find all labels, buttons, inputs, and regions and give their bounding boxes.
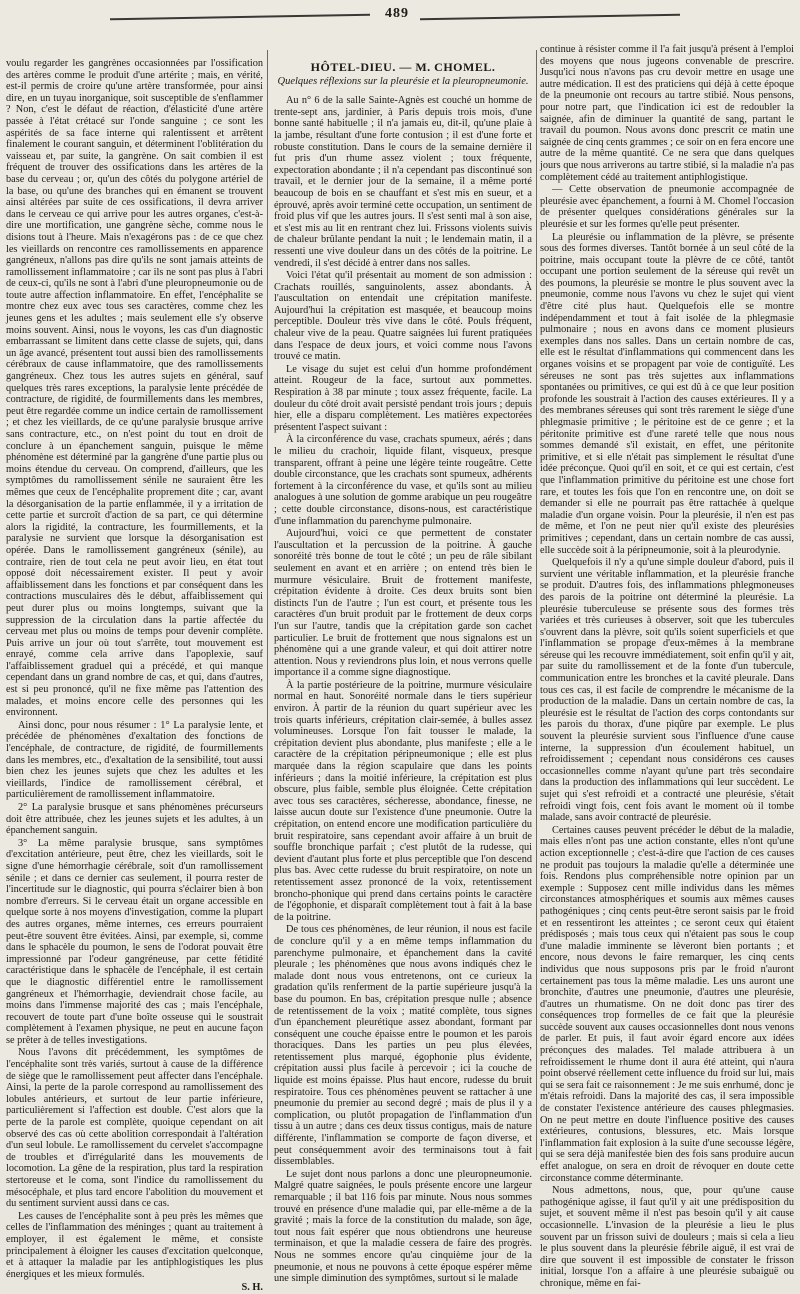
column-divider-2 (536, 50, 537, 1160)
paragraph: 3° La même paralysie brusque, sans symptômes d'excitation antérieure, peut être, chez les vieillards, soit le signe d'une hémorrhagie cérébrale, soit d'un ramollissement sénile ; et dans ce dernier cas seulement, il pourra rester de l'incertitude sur le diagnostic, qui pourra s'éclairer bien à bon nombre d'erreurs. Si le cerveau était un organe accessible en quelque sorte à nos moyens d'investigation, comme la plupart des autres organes, même internes, ces erreurs pourraient peut-être souvent être évitées. Ainsi, par exemple, si, comme dans le sphacèle du poumon, le sens de l'odorat pouvait être impressionné par l'odeur gangréneuse, par cette fétidité caractéristique dans le sphacèle de l'encéphale, il est certain que le diagnostic différentiel entre le ramollissement gangréneux et l'hémorrhagie, deviendrait chose facile, au moins dans l'immense majorité des cas ; mais l'encéphale, recouvert de toute part d'une boîte osseuse qui le soustrait complètement à l'examen physique, ne peut en aucune façon se prêter à de telles investigations. (6, 837, 263, 1046)
paragraph: 2° La paralysie brusque et sans phénomènes précurseurs doit être attribuée, chez les jeunes sujets et les adultes, à un épanchement sanguin. (6, 802, 263, 837)
column-2 (274, 60, 532, 1285)
paragraph: — Cette observation de pneumonie accompagnée de pleurésie avec épanchement, a fourni à M. Chomel l'occasion de présenter quelques considérations générales sur la pleurésie et sur les formes qu'elle peut présenter. (540, 184, 794, 230)
paragraph: Au n° 6 de la salle Sainte-Agnès est couché un homme de trente-sept ans, jardinier, à Paris depuis trois mois, d'une bonne santé habituelle ; il n'a jamais eu, dit-il, qu'une plaie à la jambe, résultant d'une forte contusion ; il est d'une forte et robuste constitution. Dans le cours de la semaine dernière il fut pris d'un rhume assez violent ; toux fréquente, expectoration abondante ; il n'a cependant pas discontinué son travail, et le dernier jour de la semaine, il a même porté beaucoup de bois en se chauffant et s'est mis en sueur, et a éprouvé, après avoir terminé cette occupation, un sentiment de froid plus vif que les autres jours. Il s'est senti mal à son aise, et s'est mis au lit en rentrant chez lui. Frissons violents suivis de chaleur brûlante pendant la nuit ; le lendemain matin, il a ressenti une vive douleur dans un des côtés de la poitrine. Le vendredi, il s'est décidé à entrer dans nos salles. (274, 95, 532, 269)
paragraph: De tous ces phénomènes, de leur réunion, il nous est facile de conclure qu'il y a en même temps inflammation du parenchyme pulmonaire, et épanchement dans la cavité pleurale ; les phénomènes que nous avons indiqués chez le malade dont nous vous entretenons, ont ce curieux la gradation qu'ils renferment de la partie supérieure jusqu'à la base du poumon. En bas, crépitation presque nulle ; absence de retentissement de la voix ; matité complète, tous signes d'un épanchement pleurétique assez abondant, formant par conséquent une couche épaisse entre le poumon et les parois thoraciques. Dans les parties un peu plus élevées, retentissement plus marqué, égophonie plus évidente, crépitation aussi plus facile à percevoir ; ici la couche de liquide est moins épaisse. Plus haut encore, rudesse du bruit respiratoire. Tous ces phénomènes peuvent se rattacher à une pneumonie du premier au second degré ; mais de plus il y a complication, ou plutôt propagation de l'inflammation d'un tissu à un autre ; dans ces deux tissus contigus, mais de nature différente, l'inflammation se comporte de façon diverse, et peut conséquemment avoir des terminaisons tout à fait dissemblables. (274, 924, 532, 1168)
column-1 (6, 58, 263, 1294)
paragraph: À la partie postérieure de la poitrine, murmure vésiculaire normal en haut. Sonoréité normale dans le tiers supérieur environ. À partir de la réunion du quart supérieur avec les trois quarts inférieurs, crépitation clair-semée, à bulles assez volumineuses. Lorsque l'on fait tousser le malade, la crépitation devient plus abondante, plus manifeste ; elle a le caractère de la crépitation péripneumonique ; elle est plus marquée dans la région scapulaire que dans les points inférieurs ; dans la moitié inférieure, la crépitation est plus obscure, plus faible, semble plus éloignée. Cette crépitation avec tous ses caractères, sécheresse, abondance, finesse, ne laisse aucun doute sur l'existence d'une pneumonie. Outre la crépitation, on entend encore une modification particulière du bruit respiratoire, sans cependant avoir affaire à un bruit de souffle bronchique parfait ; c'est plutôt de la rudesse, qui devient d'autant plus forte et plus perceptible que l'on descend plus bas. Avec cette rudesse du bruit respiratoire, on note un retentissement assez prononcé de la voix, retentissement broncho-phonique qui prend dans certains points le caractère de l'égophonie, et disparaît complètement tout à fait à la base de la poitrine. (274, 679, 532, 923)
column-3 (540, 44, 794, 1289)
paragraph: Nous admettons, nous, que, pour qu'une cause pathogénique agisse, il faut qu'il y ait une prédisposition du sujet, et souvent même il n'est pas besoin qu'il y ait cause occasionnelle. L'invasion de la pleurésie a lieu le plus souvent par un frisson suivi de douleurs ; mais si cela a lieu le plus souvent dans la pleurésie fébrile aiguë, il est vrai de dire que souvent il est impossible de constater le frisson initial, lorsque l'on a affaire à une pleurésie subaiguë ou chronique, même en fai- (540, 1185, 794, 1289)
paragraph: À la circonférence du vase, crachats spumeux, aérés ; dans le milieu du crachoir, liquide filant, visqueux, presque transparent, offrant à peine une légère teinte rougeâtre. Cette double circonstance, que les crachats sont spumeux, adhérents fortement à la circonférence du vase, et qu'ils sont au milieu analogues à une solution de gomme arabique un peu rougeâtre ; cette double circonstance, disons-nous, est caractéristique d'une inflammation du parenchyme pulmonaire. (274, 434, 532, 527)
paragraph: Ainsi donc, pour nous résumer : 1° La paralysie lente, et précédée de phénomènes d'exaltation des fonctions de l'encéphale, de contracture, de rigidité, de fourmillements dans les membres, etc., d'exaltation de la sensibilité, tout aussi bien chez les jeunes sujets que chez les adultes et les vieillards, l'indice de ramollissement cérébral, et particulièrement de ramollissement inflammatoire. (6, 719, 263, 801)
paragraph: Les causes de l'encéphalite sont à peu près les mêmes que celles de l'inflammation des méninges ; quant au traitement à employer, il est également le même, et consiste principalement à éloigner les causes d'excitation quelconque, et à attaquer la maladie par les antiphlogistiques les plus énergiques et les mieux formulés. (6, 1210, 263, 1280)
header-rule-left (110, 14, 370, 21)
paragraph: Aujourd'hui, voici ce que permettent de constater l'auscultation et la percussion de la poitrine. À gauche sonoréité très bonne de tout le côté ; un peu de râle sibilant seulement en avant et en arrière ; on entend très bien le murmure vésiculaire. Bruit de frottement manifeste, crépitation évidente à droite. Ces deux bruits sont bien distincts l'un de l'autre ; l'un est court, et présente tous les caractères d'un bruit produit par le frottement de deux corps l'un sur l'autre, tandis que la crépitation garde son cachet particulier. Le bruit de frottement que nous signalons est un phénomène qui a une grande valeur, et qui doit attirer notre attention. Nous y reviendrons plus loin, et nous verrons quelle importance il a comme signe diagnostique. (274, 528, 532, 679)
paragraph: La pleurésie ou inflammation de la plèvre, se présente sous des formes diverses. Tantôt bornée à un seul côté de la poitrine, mais occupant toute la plèvre de ce côté, tantôt occupant une portion seulement de la séreuse qui revêt un des poumons, la pleurésie se montre le plus souvent avec la pneumonie, comme nous l'avons vu chez le sujet qui vient d'être cité plus haut. Quelquefois elle se montre indépendamment et tout à fait isolée de la phlegmasie pulmonaire ; nous en avons dans ce moment plusieurs exemples dans nos salles. Dans un certain nombre de cas, elle est le résultat d'inflammations qui commencent dans les organes voisins et se propagent par voie de contiguïté. Les séreuses ne sont pas très sujettes aux inflammations spontanées ou primitives, ce qui est dû à ce que leur position profonde les soustrait à l'action des causes extérieures. Il y a des membranes séreuses qui sont très rarement le siège d'une phlegmasie primitive ; le péritoine est de ce genre ; et la péritonite primitive est d'une rareté telle que nous nous sommes demandé s'il existait, en effet, une péritonite primitive, et si elle n'était pas simplement le résultat d'une idée préconçue. Quoi qu'il en soit, et ce qui est certain, c'est que l'inflammation primitive du péritoine est une chose fort rare, et toutes les fois que l'on en rencontre une, on doit se demander si elle ne pourrait pas être rattachée à quelque maladie d'un organe voisin. Pour la pleurésie, il n'en est pas de même, et l'on ne peut nier qu'il existe des pleurésies primitives ; cependant, dans un certain nombre de cas aussi, elle succède soit à la péripneumonie, soit à la pleurodynie. (540, 231, 794, 556)
column-divider-1 (267, 50, 268, 1160)
paragraph: Certaines causes peuvent précéder le début de la maladie, mais elles n'ont pas une action constante, elles n'ont qu'une action exceptionnelle ; c'est-à-dire que l'action de ces causes ne produit pas toujours la maladie qu'elle a déterminée une fois. Rendons plus compréhensible notre opinion par un exemple : Supposez cent mille individus dans les mêmes circonstances atmosphériques et soumis aux mêmes causes pathogéniques ; cinq cents peut-être seront saisis par le froid et en ressentiront les atteintes ; ce seront ceux qui étaient prédisposés ; mais tous ceux qui n'étaient pas sous le coup d'une maladie imminente se lèveront bien portants ; et encore, nous devons le faire remarquer, les cinq cents individus que nous supposons pris par le froid n'auront certainement pas tous la même maladie. Les uns auront une bronchite, d'autres une pneumonie, d'autres une pleurésie, d'autres un rhumatisme. On ne doit donc pas tirer des conséquences trop formelles de ce fait que la pleurésie succède souvent aux causes occasionnelles dont nous venons de parler. Et puis, il faut avoir égard encore aux idées préconçues des malades. Tel malade attribuera à un refroidissement le rhume dont il aura été atteint, qui n'aura point observé réellement cette influence du froid sur lui, mais qui se sera fait ce raisonnement : Je me suis enrhumé, donc je m'étais refroidi. Dans la majorité des cas, il sera impossible de constater l'existence antérieure des causes phlegmasies. On ne peut mettre en doute l'influence positive des causes extérieures, contusions, blessures, etc. Mais lorsque l'inflammation fait explosion à la suite d'une secousse légère, qui se sera déjà manifestée bien des fois sans produire aucun effet analogue, on sera en droit de révoquer en doute cette circonstance comme déterminante. (540, 824, 794, 1184)
paragraph: Le visage du sujet est celui d'un homme profondément atteint. Rougeur de la face, surtout aux pommettes. Respiration à 38 par minute ; toux assez fréquente, facile. La douleur du côté droit avait persisté pendant trois jours ; depuis hier, elle a disparu complètement. Les matières expectorées présentent l'aspect suivant : (274, 363, 532, 433)
paragraph: voulu regarder les gangrènes occasionnées par l'ossification des artères comme le produit d'une artérite ; mais, en vérité, est-il permis de croire qu'une artère transformée, pour ainsi dire, en un tuyau inorganique, soit susceptible de s'enflammer ? Non, c'est le défaut de réaction, d'élasticité d'une artère passée à l'état crétacé sur l'onde sanguine ; ce sont les aspérités de sa face interne qui ralentissent et arrêtent finalement le courant sanguin, et déterminent l'oblitération du vaisseau et, par suite, la gangrène. On sait combien il est fréquent de trouver des ossifications dans les artères de la base du cerveau ; or, qu'un des côtés du polygone artériel de la base, ou qu'une des branches qui en émanent se trouvent ainsi altérées par suite de ces ossifications, il devra arriver dans le cerveau ce qui arrive pour les autres organes, c'est-à-dire une mortification, une gangrène sèche, comme nous le disions tout à l'heure. Mais n'exagérons pas : de ce que chez les vieillards on rencontre ces ramollissements en apparence gangréneux, n'allons pas dire qu'ils ne sont jamais atteints de ramollissement inflammatoire ; car ils ne sont pas plus à l'abri de ceux-ci, qu'ils ne sont à l'abri d'une pleuropneumonie ou de toute autre affection inflammatoire. En effet, l'encéphalite se montre chez eux avec tous ses caractères, comme chez les jeunes gens et les adultes ; mais seulement elle s'y observe moins souvent. Ainsi, nous le voyons, les cas d'un diagnostic embarrassant se limitent dans cette classe de sujets, qui, dans un âge avancé, présentent tout aussi bien des ramollissements cérébraux de cause inflammatoire, que des ramollissements gangréneux. Chez tous les autres sujets en général, sauf quelques très rares exceptions, la paralysie lente précédée de contracture, de rigidité, de fourmillements dans les membres, peut être regardée comme un indice certain de ramollissement ; et chez les vieillards, de ce qu'une paralysie brusque arrive sans contracture, etc., on n'est point du tout en droit de conclure à un épanchement sanguin, puisque le même phénomène est déterminé par la gangrène d'une partie plus ou moins étendue du cerveau. On comprend, d'ailleurs, que les symptômes du ramollissement sénile ne sauraient être les mêmes que ceux de l'encéphalite proprement dite ; car, avant la désorganisation de la partie enflammée, il y a irritation de cette partie et surcroît d'action de sa part, ce qui détermine alors la rigidité, la contracture, les fourmillements, et la paralysie ne survient que lorsque la désorganisation est opérée. Dans le ramollissement gangréneux (sénile), au contraire, rien de tout cela ne peut avoir lieu, en état tout opposé doit nécessairement exister. Il peut y avoir affaiblissement dans les fonctions et par conséquent dans les contractions musculaires dès le début, affaiblissement qui peut durer plus ou moins longtemps, suivant que la suppression de la circulation dans la partie affectée du cerveau met plus ou moins de temps pour devenir complète. Puis arrive un jour où tout s'arrête, tout mouvement est enrayé, comme cela arrive dans l'apoplexie, sauf l'affaiblissement graduel qui a précédé, et qui manque cependant dans un grand nombre de cas, et qui, dans d'autres, est si peu prononcé, qu'il ne fixe même pas l'attention des malades, et moins encore celle des personnes qui les environnent. (6, 58, 263, 719)
paragraph: Le sujet dont nous parlons a donc une pleuropneumonie. Malgré quatre saignées, le pouls présente encore une largeur remarquable ; il bat 116 fois par minute. Nous nous sommes trouvé en présence d'une maladie qui, par elle-même a de la gravité ; mais la force de la constitution du malade, son âge, tout nous fait espérer que nous obtiendrons une heureuse terminaison, et que la maladie cessera de faire des progrès. Nous ne sommes encore qu'au cinquième jour de la pneumonie, et nous ne pouvons à cette époque espérer même une simple diminution des symptômes, surtout si le malade (274, 1168, 532, 1285)
paragraph: continue à résister comme il l'a fait jusqu'à présent à l'emploi des moyens que nous jugeons convenable de prescrire. Jusqu'ici nous n'avons pas cru devoir mettre en usage une autre médication. Il est des praticiens qui déjà à cette époque de la pneumonie ont recours au tartre stibié. Nous pensons, pour notre part, que l'indication ici est de redoubler la saignée, afin de diminuer la quantité de sang, partant le travail du poumon. Nous avons donc prescrit ce matin une saignée de cinq cents grammes ; ce soir on en fera encore une autre de la même quantité. Ce ne sera que dans quelques jours que nous arriverons au tartre stibié, si la maladie n'a pas complètement cédé au traitement antiphlogistique. (540, 44, 794, 183)
paragraph: Quelquefois il n'y a qu'une simple douleur d'abord, puis il survient une véritable inflammation, et la pleurésie franche se produit. D'autres fois, des inflammations phlegmoneuses des parois de la poitrine ont déterminé la pleurésie. La pleurésie tuberculeuse se présente sous des formes très variées et très curieuses à observer, soit que les tubercules s'ouvrent dans la plèvre, soit qu'ils soient superficiels et que l'inflammation se propage d'eux-mêmes à la membrane séreuse qui les recouvre immédiatement, soit enfin qu'il y ait, par suite du ramollissement et de la fonte d'un tubercule, communication entre les bronches et la cavité pleurale. Dans tous ces cas, il est facile de comprendre le mécanisme de la production de la maladie. Dans un certain nombre de cas, la pleurésie est le résultat de l'action des corps contondants sur les parois du thorax, d'une piqûre par exemple. Le plus souvent la pleurésie survient sous l'influence d'une cause interne, la suppression d'un écoulement habituel, un refroidissement ; cependant nous considérons ces causes occasionnelles comme n'ayant qu'une part très secondaire dans la production des inflammations qui leur succèdent. Le sujet qui s'est refroidi et a contracté une pleurésie, s'était refroidi vingt fois, cent fois avant le moment où il tombe malade, sans avoir contracté de pleurésie. (540, 557, 794, 824)
paragraph: Voici l'état qu'il présentait au moment de son admission : Crachats rouillés, sanguinolents, assez abondants. À l'auscultation on entendait une crépitation manifeste. Aujourd'hui la crépitation est masquée, et beaucoup moins perceptible. Douleur très vive dans le côté. Pouls fréquent, chaleur vive de la peau. Quatre saignées lui furent pratiquées dans l'espace de deux jours, et voici comme nous l'avons trouvé ce matin. (274, 270, 532, 363)
signature: S. H. (241, 1282, 263, 1294)
page-number: 489 (385, 6, 409, 21)
section-subtitle: Quelques réflexions sur la pleurésie et la pleuropneumonie. (277, 75, 529, 87)
section-title: HÔTEL-DIEU. — M. CHOMEL. (310, 60, 496, 74)
header-rule-right (420, 14, 680, 21)
paragraph: Nous l'avons dit précédemment, les symptômes de l'encéphalite sont très variés, surtout à cause de la différence de siège que le ramollissement peut affecter dans l'encéphale. Ainsi, la perte de la parole correspond au ramollissement des lobules antérieurs, et surtout de leur partie inférieure, particulièrement si l'affection est double. C'est alors que la perte de la parole est complète, quoique cependant on ait observé des cas où cette abolition correspondait à l'altération d'un seul lobule. Le ramollissement du cervelet s'accompagne de troubles et d'irrégularité dans les mouvements de locomotion. La gêne de la respiration, plus tard la respiration stertoreuse et le coma, sont l'indice du ramollissement du mésocéphale, et plus tard encore l'abolition du mouvement et du sentiment survient aussi dans ce cas. (6, 1047, 263, 1210)
